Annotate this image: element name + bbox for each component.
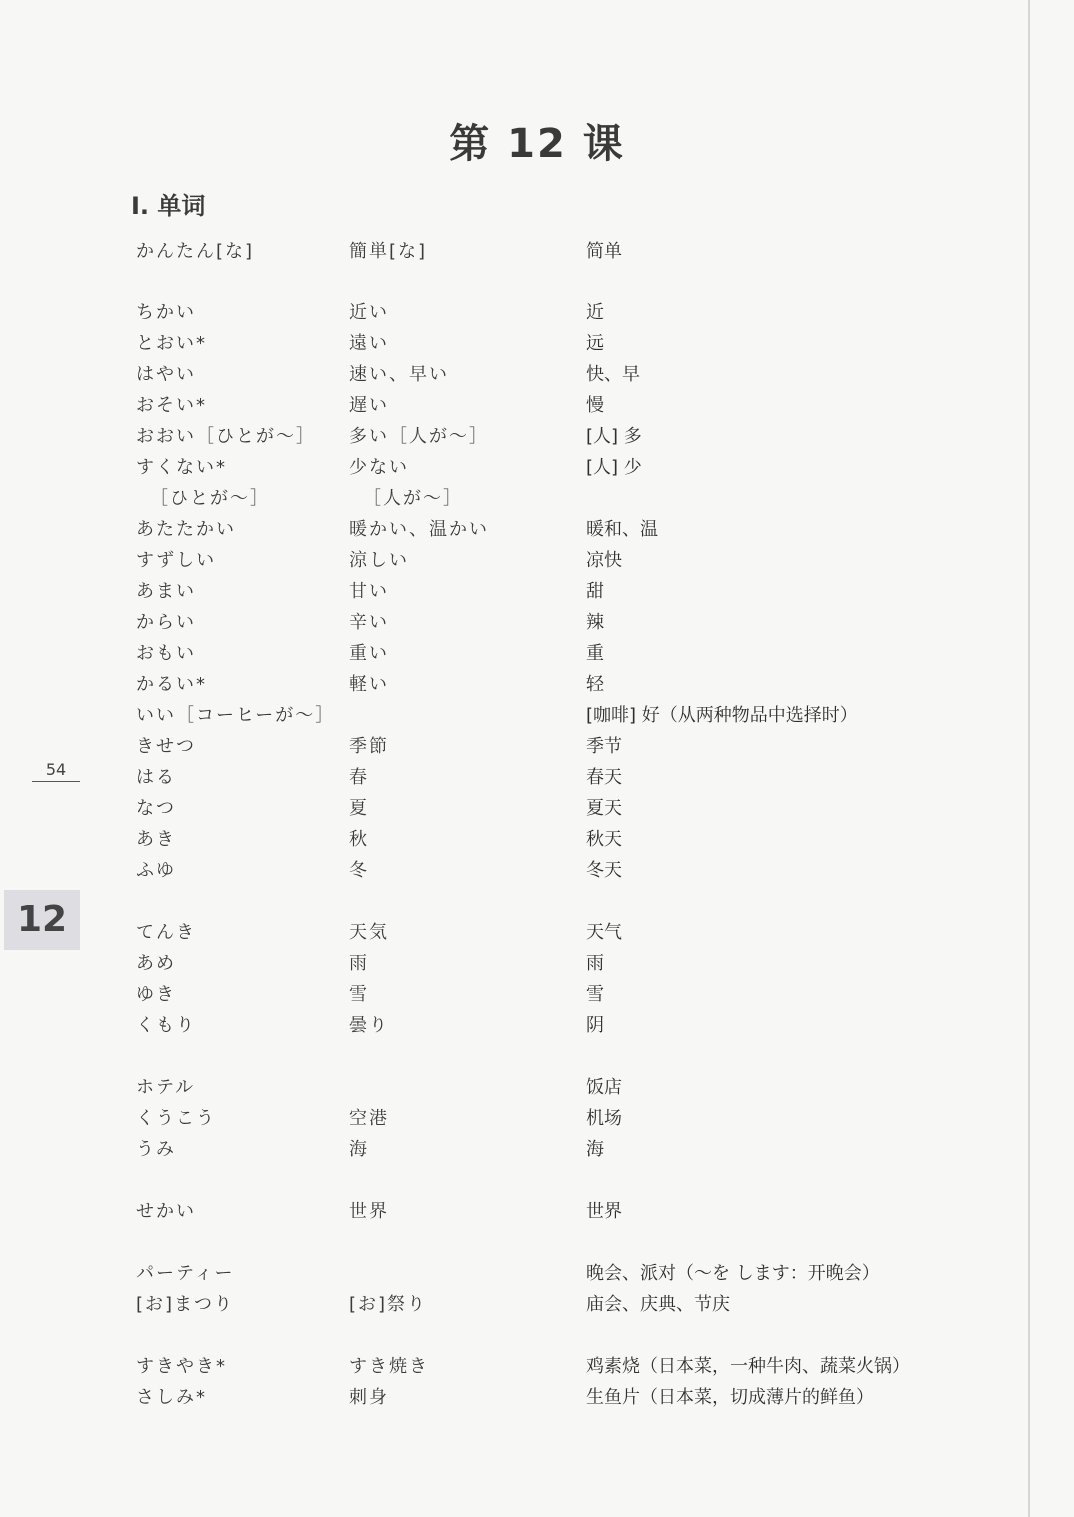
kanji-form: 世界: [349, 1201, 389, 1222]
vocab-row: [0, 670, 1000, 700]
kanji-form: 多い［人が～］: [349, 426, 489, 447]
kanji-form: 近い: [349, 302, 389, 323]
chinese-meaning: 饭店: [586, 1077, 622, 1098]
kanji-form: 重い: [349, 643, 389, 664]
kanji-form: [お]祭り: [349, 1294, 428, 1315]
vocab-row: [0, 484, 1000, 514]
page-number: 54: [32, 760, 80, 782]
chinese-meaning: 生鱼片（日本菜，切成薄片的鲜鱼）: [586, 1387, 874, 1408]
kanji-form: 冬: [349, 860, 369, 881]
vocab-row: [0, 763, 1000, 793]
vocab-row: [0, 1383, 1000, 1413]
chinese-meaning: 机场: [586, 1108, 622, 1129]
kana-reading: すずしい: [136, 550, 217, 571]
vocab-row: [0, 329, 1000, 359]
page-edge-line: [1028, 0, 1030, 1517]
chinese-meaning: 阴: [586, 1015, 604, 1036]
vocab-row: [0, 732, 1000, 762]
vocab-row: [0, 608, 1000, 638]
chinese-meaning: 辣: [586, 612, 604, 633]
vocab-row: [0, 237, 1000, 267]
chinese-meaning: 季节: [586, 736, 622, 757]
chinese-meaning: [人] 少: [586, 457, 642, 478]
kana-reading: ［ひとが～］: [150, 488, 270, 509]
kanji-form: 涼しい: [349, 550, 409, 571]
kanji-form: 暖かい、温かい: [349, 519, 489, 540]
chinese-meaning: 晚会、派对（～を します：开晚会）: [586, 1263, 880, 1284]
vocab-row: [0, 1197, 1000, 1227]
vocab-row: [0, 949, 1000, 979]
vocab-row: [0, 1290, 1000, 1320]
chinese-meaning: 重: [586, 643, 604, 664]
kana-reading: さしみ*: [136, 1387, 207, 1408]
chinese-meaning: 世界: [586, 1201, 622, 1222]
kana-reading: おおい［ひとが～］: [136, 426, 316, 447]
vocab-row: [0, 980, 1000, 1010]
kana-reading: くうこう: [136, 1108, 216, 1129]
vocab-row: [0, 1104, 1000, 1134]
kanji-form: 辛い: [349, 612, 389, 633]
kanji-form: 夏: [349, 798, 369, 819]
vocab-row: [0, 794, 1000, 824]
chinese-meaning: 鸡素烧（日本菜，一种牛肉、蔬菜火锅）: [586, 1356, 910, 1377]
kana-reading: きせつ: [136, 736, 196, 757]
chinese-meaning: 冬天: [586, 860, 622, 881]
vocab-row: [0, 639, 1000, 669]
kana-reading: あたたかい: [136, 519, 236, 540]
kana-reading: ふゆ: [136, 860, 176, 881]
chinese-meaning: 远: [586, 333, 604, 354]
vocab-row: [0, 701, 1000, 731]
vocab-row: [0, 422, 1000, 452]
vocab-row: [0, 1073, 1000, 1103]
kana-reading: はる: [136, 767, 176, 788]
kanji-form: 空港: [349, 1108, 389, 1129]
lesson-title: 第 12 课: [449, 121, 625, 167]
kana-reading: かんたん[な]: [136, 241, 255, 262]
chinese-meaning: 天气: [586, 922, 622, 943]
kana-reading: いい［コーヒーが～］: [136, 705, 336, 726]
chinese-meaning: 轻: [586, 674, 604, 695]
chinese-meaning: 秋天: [586, 829, 622, 850]
kana-reading: ホテル: [136, 1077, 196, 1098]
kana-reading: おもい: [136, 643, 196, 664]
vocab-row: [0, 856, 1000, 886]
chinese-meaning: 雪: [586, 984, 604, 1005]
kana-reading: すくない*: [136, 457, 227, 478]
vocab-row: [0, 1259, 1000, 1289]
kana-reading: からい: [136, 612, 196, 633]
kana-reading: [お]まつり: [136, 1294, 235, 1315]
chinese-meaning: [人] 多: [586, 426, 642, 447]
kana-reading: パーティー: [136, 1263, 235, 1284]
kana-reading: あき: [136, 829, 176, 850]
chinese-meaning: 简单: [586, 241, 622, 262]
kanji-form: 少ない: [349, 457, 409, 478]
vocab-row: [0, 1135, 1000, 1165]
vocab-row: [0, 453, 1000, 483]
vocab-row: [0, 360, 1000, 390]
kana-reading: ちかい: [136, 302, 196, 323]
kana-reading: とおい*: [136, 333, 207, 354]
kanji-form: 雨: [349, 953, 369, 974]
kana-reading: あめ: [136, 953, 176, 974]
kana-reading: はやい: [136, 364, 196, 385]
kanji-form: 季節: [349, 736, 389, 757]
chinese-meaning: 海: [586, 1139, 604, 1160]
chinese-meaning: 雨: [586, 953, 604, 974]
vocab-row: [0, 546, 1000, 576]
vocab-row: [0, 298, 1000, 328]
kana-reading: せかい: [136, 1201, 196, 1222]
kanji-form: すき焼き: [349, 1356, 429, 1377]
chinese-meaning: 凉快: [586, 550, 622, 571]
kanji-form: 雪: [349, 984, 369, 1005]
kana-reading: おそい*: [136, 395, 207, 416]
kana-reading: ゆき: [136, 984, 176, 1005]
vocab-row: [0, 1011, 1000, 1041]
kanji-form: 簡単[な]: [349, 241, 428, 262]
section-heading: I. 单词: [131, 192, 206, 220]
kanji-form: 遠い: [349, 333, 389, 354]
kanji-form: 甘い: [349, 581, 389, 602]
lesson-tab: 12: [4, 890, 80, 950]
kanji-form: 天気: [349, 922, 389, 943]
kana-reading: なつ: [136, 798, 176, 819]
vocab-row: [0, 918, 1000, 948]
chinese-meaning: 甜: [586, 581, 604, 602]
kanji-form: 遅い: [349, 395, 389, 416]
chinese-meaning: 庙会、庆典、节庆: [586, 1294, 730, 1315]
vocab-row: [0, 825, 1000, 855]
kana-reading: あまい: [136, 581, 196, 602]
chinese-meaning: 近: [586, 302, 604, 323]
kanji-form: 軽い: [349, 674, 389, 695]
chinese-meaning: 春天: [586, 767, 622, 788]
chinese-meaning: [咖啡] 好（从两种物品中选择时）: [586, 705, 858, 726]
kanji-form: 秋: [349, 829, 369, 850]
vocab-row: [0, 577, 1000, 607]
kana-reading: うみ: [136, 1139, 176, 1160]
kana-reading: かるい*: [136, 674, 207, 695]
kanji-form: 春: [349, 767, 369, 788]
kanji-form: ［人が～］: [363, 488, 463, 509]
chinese-meaning: 夏天: [586, 798, 622, 819]
kana-reading: すきやき*: [136, 1356, 227, 1377]
kanji-form: 速い、早い: [349, 364, 449, 385]
kana-reading: くもり: [136, 1015, 196, 1036]
kanji-form: 曇り: [349, 1015, 389, 1036]
chinese-meaning: 快、早: [586, 364, 640, 385]
vocab-row: [0, 1352, 1000, 1382]
kana-reading: てんき: [136, 922, 196, 943]
kanji-form: 刺身: [349, 1387, 389, 1408]
vocab-row: [0, 515, 1000, 545]
kanji-form: 海: [349, 1139, 369, 1160]
chinese-meaning: 慢: [586, 395, 604, 416]
vocab-row: [0, 391, 1000, 421]
chinese-meaning: 暖和、温: [586, 519, 658, 540]
